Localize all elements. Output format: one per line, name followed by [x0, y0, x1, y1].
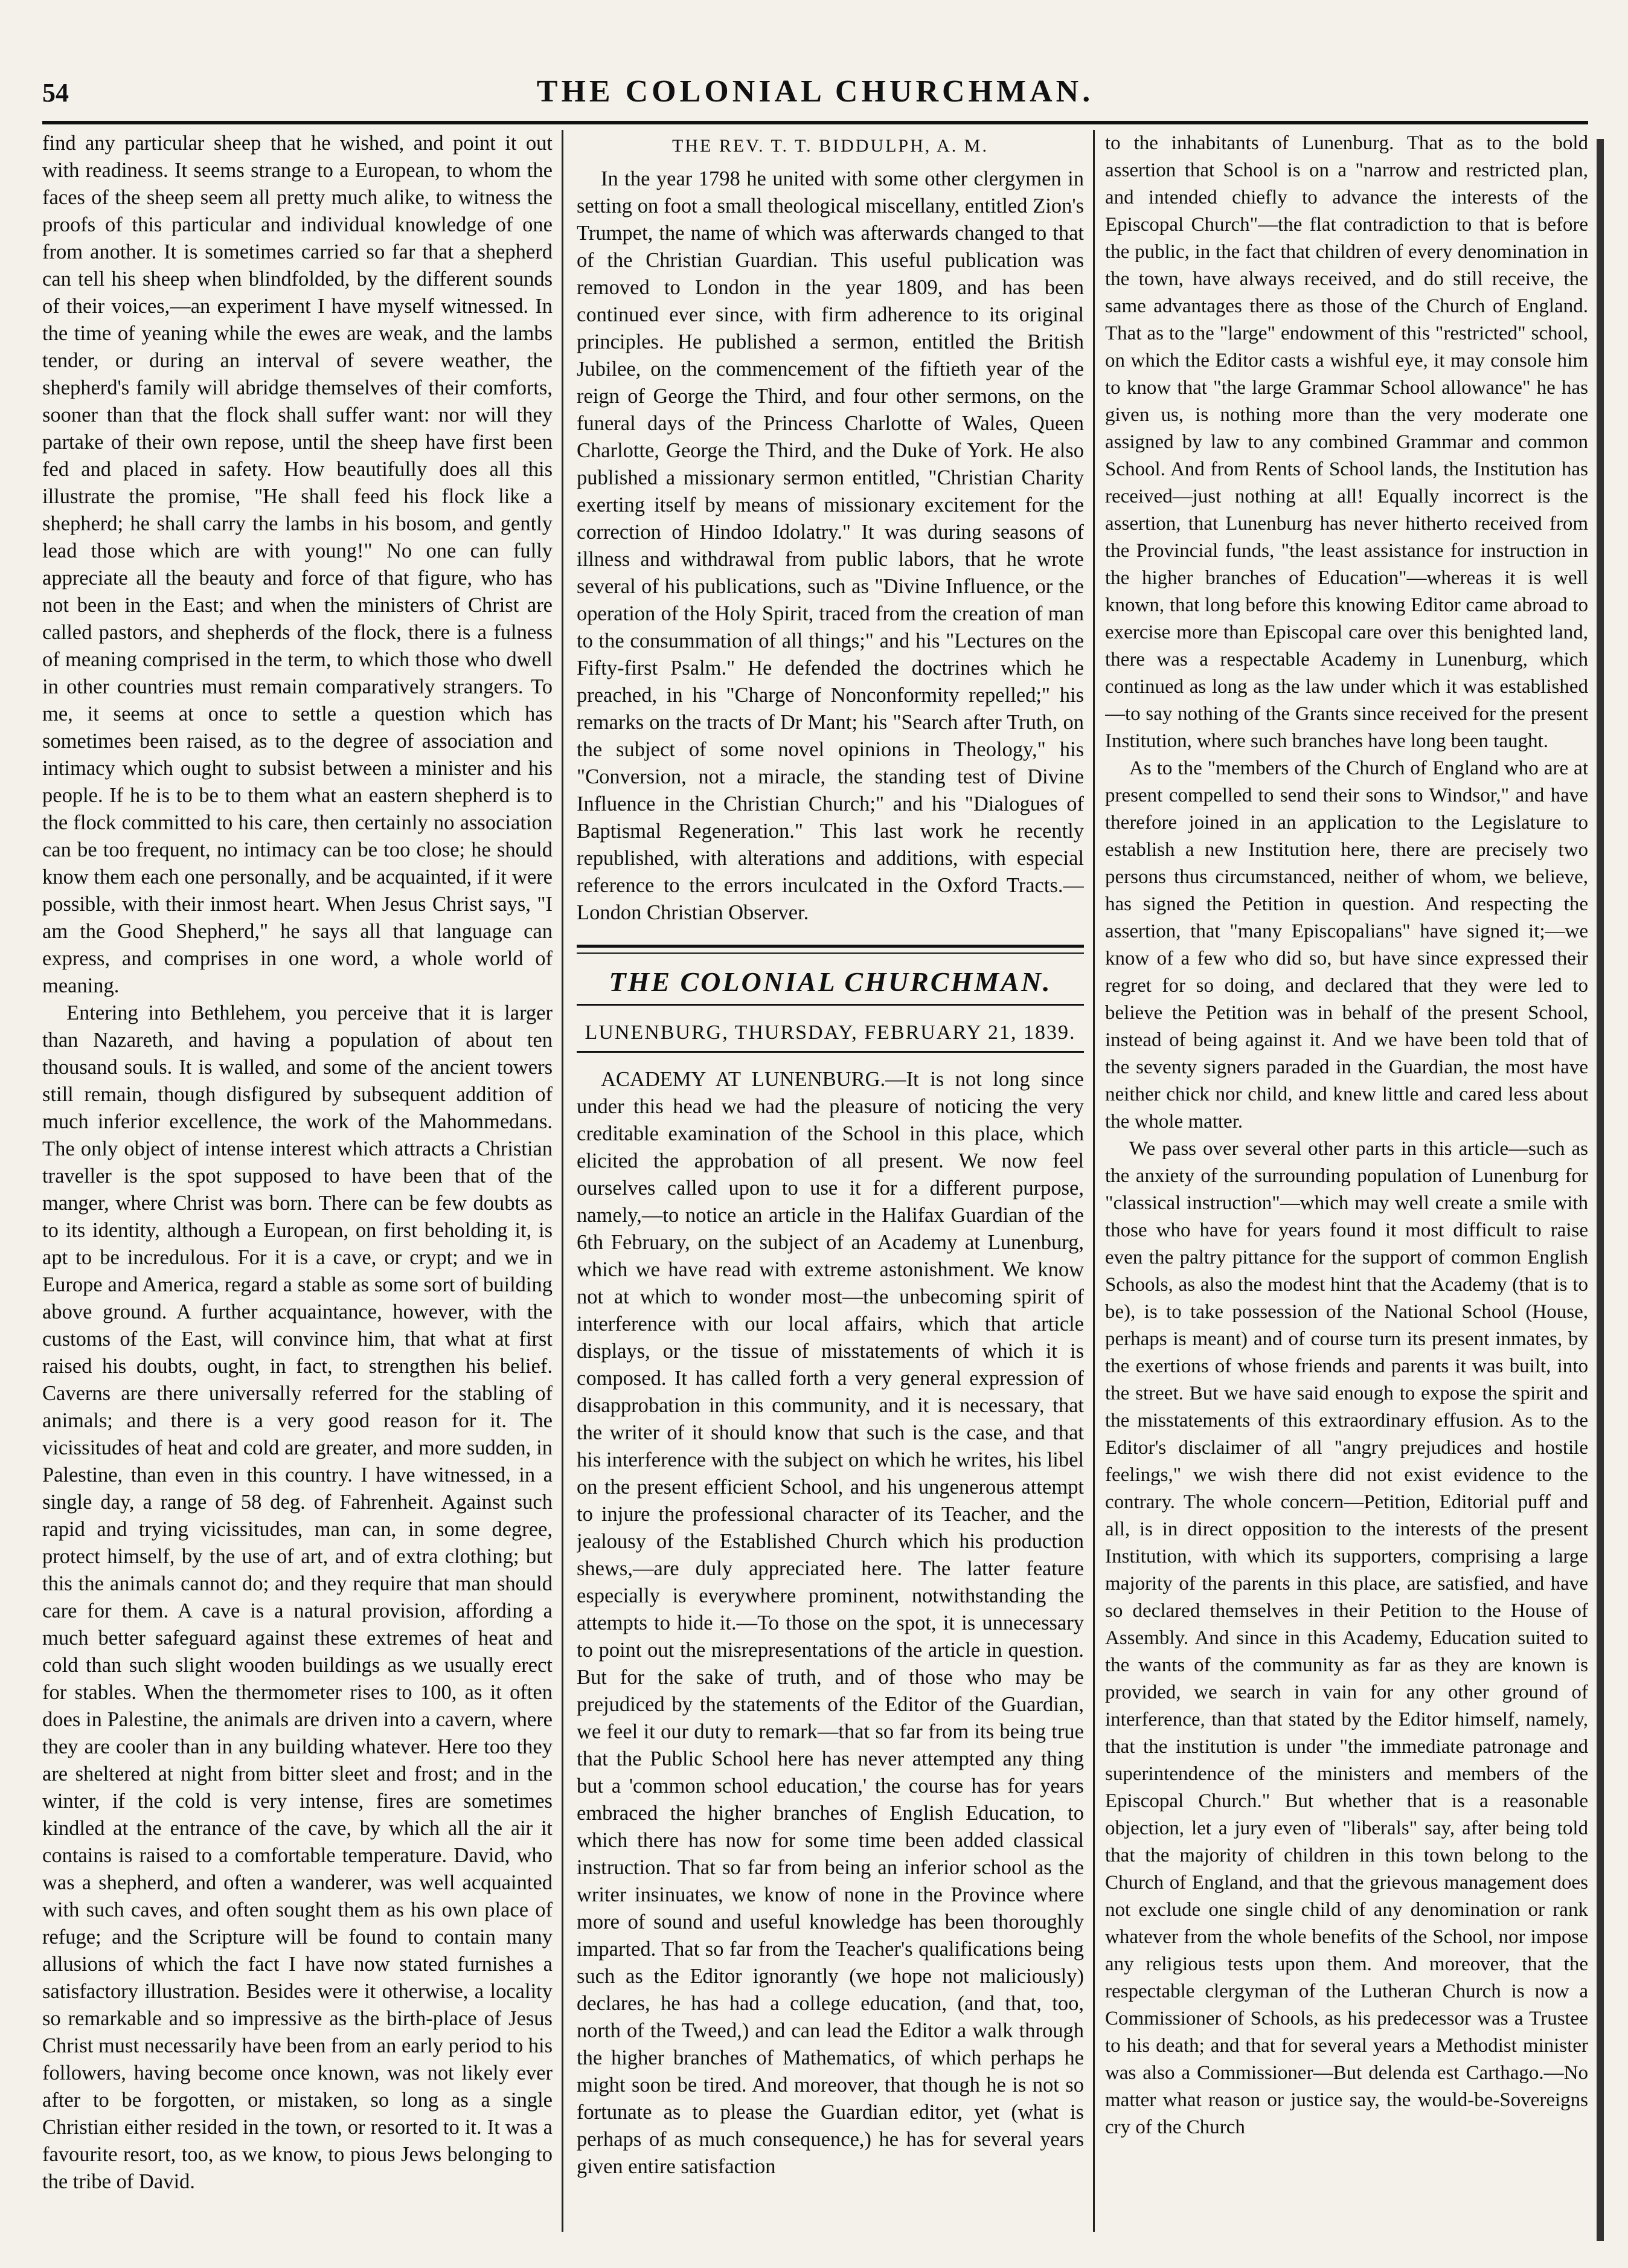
article-paragraph: In the year 1798 he united with some other clergymen in setting on foot a small theological miscellany, entitled Zion's Trumpet, the name of which was afterwards changed to that of the Christian Guardian. This useful publication was removed to London in the year 1809, and has been continued ever since, with firm adherence to its original principles. He published a sermon, entitled the British Jubilee, on the commencement of the fiftieth year of the reign of George the Third, and four other sermons, on the funeral days of the Princess Charlotte of Wales, Queen Charlotte, George the Third, and the Duke of York. He also published a missionary sermon entitled, "Christian Charity exerting itself by means of missionary excitement for the correction of Hindoo Idolatry." It was during seasons of illness and withdrawal from public labors, that he wrote several of his publications, such as "Divine Influence, or the operation of the Holy Spirit, traced from the creation of man to the consummation of all things;" and his "Lectures on the Fifty-first Psalm." He defended the doctrines which he preached, in his "Charge of Nonconformity repelled;" his remarks on the tracts of Dr Mant; his "Search after Truth, on the subject of some novel opinions in Theology," his "Conversion, not a miracle, the standing test of Divine Influence in the Christian Church;" and his "Dialogues of Baptismal Regeneration." This last work he recently republished, with alterations and additions, with especial reference to the errors inculcated in the Oxford Tracts.—London Christian Observer.: [577, 167, 1084, 924]
article-title: THE REV. T. T. BIDDULPH, A. M.: [672, 136, 989, 156]
section-masthead: THE COLONIAL CHURCHMAN.: [609, 966, 1052, 997]
paragraph: to the inhabitants of Lunenburg. That as to the bold assertion that School is on a "narrow and restricted plan, and intended chiefly to advance the interests of the Episcopal Church"—the flat contradiction to that is before the public, in the fact that children of every denomination in the town, have always received, and do still receive, the same advantages there as those of the Church of England. That as to the "large" endowment of this "restricted" school, on which the Editor casts a wishful eye, it may console him to know that "the large Grammar School allowance" he has given us, is nothing more than the very moderate one assigned by law to any combined Grammar and common School. And from Rents of School lands, the Institution has received—just nothing at all! Equally incorrect is the assertion, that Lunenburg has never hitherto received from the Provincial funds, "the least assistance for instruction in the higher branches of Education"—whereas it is well known, that long before this knowing Editor came abroad to exercise more than Episcopal care over this benighted land, there was a respectable Academy in Lunenburg, which continued as long as the law under which it was established—to say nothing of the Grants since received for the present Institution, where such branches have long been taught.: [1105, 132, 1588, 752]
column-right: [1105, 130, 1588, 2238]
paragraph: Entering into Bethlehem, you perceive that it is larger than Nazareth, and having a population of about ten thousand souls. It is walled, and some of the ancient towers still remain, though disfigured by subsequent addition of much inferior excellence, the work of the Mahommedans. The only object of intense interest which attracts a Christian traveller is the spot supposed to have been that of the manger, where Christ was born. There can be few doubts as to its identity, although a European, on first beholding it, is apt to be incredulous. For it is a cave, or crypt; and we in Europe and America, regard a stable as some sort of building above ground. A further acquaintance, however, with the customs of the East, will convince him, that what at first raised his doubts, ought, in fact, to strengthen his belief. Caverns are there universally referred for the stabling of animals; and there is a very good reason for it. The vicissitudes of heat and cold are greater, and more sudden, in Palestine, than even in this country. I have witnessed, in a single day, a range of 58 deg. of Fahrenheit. Against such rapid and trying vicissitudes, man can, in some degree, protect himself, by the use of art, and of extra clothing; but this the animals cannot do; and they require that man should care for them. A cave is a natural provision, affording a much better safeguard against these extremes of heat and cold than such slight wooden buildings as we usually erect for stables. When the thermometer rises to 100, as it often does in Palestine, the animals are driven into a cavern, where they are cooler than in any building whatever. Here too they are sheltered at night from bitter sleet and frost; and in the winter, if the cold is very intense, fires are sometimes kindled at the entrance of the cave, by which all the air it contains is raised to a comfortable temperature. David, who was a shepherd, and often a wanderer, was well acquainted with such caves, and often sought them as his own place of refuge; and the Scripture will be found to contain many allusions of which the fact I have now stated furnishes a satisfactory illustration. Besides were it otherwise, a locality so remarkable and so impressive as the birth-place of Jesus Christ must necessarily have been from an early period to his followers, having become once known, was not likely ever after to be forgotten, or mistaken, so long as a single Christian either resided in the town, or resorted to it. It was a favourite resort, too, as we know, to pious Jews belonging to the tribe of David.: [42, 1001, 553, 2193]
column-separator: [1093, 130, 1095, 2232]
dateline-rule: [577, 1051, 1084, 1053]
newspaper-masthead: THE COLONIAL CHURCHMAN.: [536, 74, 1094, 109]
paragraph: We pass over several other parts in this article—such as the anxiety of the surrounding population of Lunenburg for "classical instruction"—which may well create a smile with those who have for years found it most difficult to raise even the paltry pittance for the support of common English Schools, as also the modest hint that the Academy (that is to be), is to take possession of the National School (House, perhaps is meant) and of course turn its present inmates, by the exertions of whose friends and parents it was built, into the street. But we have said enough to expose the spirit and the misstatements of this extraordinary effusion. As to the Editor's disclaimer of all "angry prejudices and hostile feelings," we wish there did not exist evidence to the contrary. The whole concern—Petition, Editorial puff and all, is in direct opposition to the interests of the present Institution, with which its supporters, comprising a large majority of the parents in this place, are satisfied, and have so declared themselves in their Petition to the House of Assembly. And since in this Academy, Education suited to the wants of the community as far as they are known is provided, we search in vain for any other ground of interference, than that stated by the Editor himself, namely, that the institution is under "the immediate patronage and superintendence of the ministers and members of the Episcopal Church." But whether that is a reasonable objection, let a jury even of "liberals" say, after being told that the majority of children in this town belong to the Church of England, and that the grievous management does not exclude one single child of any denomination or rank whatever from the whole benefits of the School, nor impose any religious tests upon them. And moreover, that the respectable clergyman of the Lutheran Church is now a Commissioner of Schools, as his predecessor was a Trustee to his death; and that for several years a Methodist minister was also a Commissioner—But delenda est Carthago.—No matter what reason or justice say, the would-be-Sovereigns cry of the Church: [1105, 1138, 1588, 2138]
paragraph: find any particular sheep that he wished, and point it out with readiness. It seems strange to a European, to whom the faces of the sheep seem all pretty much alike, to witness the proofs of this particular and individual knowledge of one from another. It is sometimes carried so far that a shepherd can tell his sheep when blindfolded, by the different sounds of their voices,—an experiment I have myself witnessed. In the time of yeaning while the ewes are weak, and the lambs tender, or during an interval of severe weather, the shepherd's family will abridge themselves of their comforts, sooner than that the flock shall suffer want: nor will they partake of their own repose, until the sheep have first been fed and placed in safety. How beautifully does all this illustrate the promise, "He shall feed his flock like a shepherd; he shall carry the lambs in his bosom, and gently lead those which are with young!" No one can fully appreciate all the beauty and force of that figure, who has not been in the East; and when the ministers of Christ are called pastors, and shepherds of the flock, there is a fulness of meaning comprised in the term, to which those who dwell in other countries must remain comparatively strangers. To me, it seems at once to settle a question which has sometimes been raised, as to the degree of association and intimacy which ought to subsist between a minister and his people. If he is to be to them what an eastern shepherd is to the flock committed to his care, then certainly no association can be too frequent, no intimacy can be too close; he should know them each one personally, and be acquainted, if it were possible, with their inmost heart. When Jesus Christ says, "I am the Good Shepherd," he says all that language can express, and comprises in one word, a whole world of meaning.: [42, 132, 553, 997]
editorial-paragraph: ACADEMY AT LUNENBURG.—It is not long since under this head we had the pleasure of noticing the very creditable examination of the School in this place, which elicited the approbation of all present. We now feel ourselves called upon to use it for a different purpose, namely,—to notice an article in the Halifax Guardian of the 6th February, on the subject of an Academy at Lunenburg, which we have read with extreme astonishment. We know not at which to wonder most—the unbecoming spirit of interference with our local affairs, which that article displays, or the tissue of misstatements of which it is composed. It has called forth a very general expression of disapprobation in this community, and it is necessary, that the writer of it should know that such is the case, and that his interference with the subject on which he writes, his libel on the present efficient School, and his ungenerous attempt to injure the professional character of its Teacher, and the jealousy of the Established Church which his production shews,—are duly appreciated here. The latter feature especially is everywhere prominent, notwithstanding the attempts to hide it.—To those on the spot, it is unnecessary to point out the misrepresentations of the article in question. But for the sake of truth, and of those who may be prejudiced by the statements of the Editor of the Guardian, we feel it our duty to remark—that so far from its being true that the Public School here has never attempted any thing but a 'common school education,' the course has for years embraced the higher branches of English Education, to which there has now for some time been added classical instruction. That so far from being an inferior school as the writer insinuates, we know of none in the Province where more of sound and useful knowledge has been thoroughly imparted. That so far from the Teacher's qualifications being such as the Editor ignorantly (we hope not maliciously) declares, he has had a college education, (and that, too, north of the Tweed,) and can lead the Editor a walk through the higher branches of Mathematics, of which perhaps he might soon be tired. And moreover, that though he is not so fortunate as to please the Guardian editor, yet (what is perhaps of as much consequence,) he has for several years given entire satisfaction: [577, 1068, 1084, 2178]
column-separator: [562, 130, 563, 2232]
column-left: [42, 130, 553, 2238]
page-header: [42, 66, 1588, 121]
section-divider: [577, 945, 1084, 954]
dateline: LUNENBURG, THURSDAY, FEBRUARY 21, 1839.: [585, 1021, 1076, 1044]
page-number: 54: [42, 78, 69, 108]
page-edge-shadow: [1597, 139, 1604, 2241]
header-rule: [42, 121, 1588, 124]
masthead-rule: [577, 1004, 1084, 1006]
paragraph: As to the "members of the Church of England who are at present compelled to send their sons to Windsor," and have therefore joined in an application to the Legislature to establish a new Institution here, there are precisely two persons thus circumstanced, neither of whom, we believe, has signed the Petition in question. And respecting the assertion, that "many Episcopalians" have signed it;—we know of a few who did so, but have since expressed their regret for so doing, and declared that they were led to believe the Petition was in behalf of the present School, instead of being against it. And we have been told that of the seventy signers paraded in the Guardian, the most have neither chick nor child, and knew little and cared less about the whole matter.: [1105, 757, 1588, 1132]
column-middle: [577, 130, 1084, 2238]
